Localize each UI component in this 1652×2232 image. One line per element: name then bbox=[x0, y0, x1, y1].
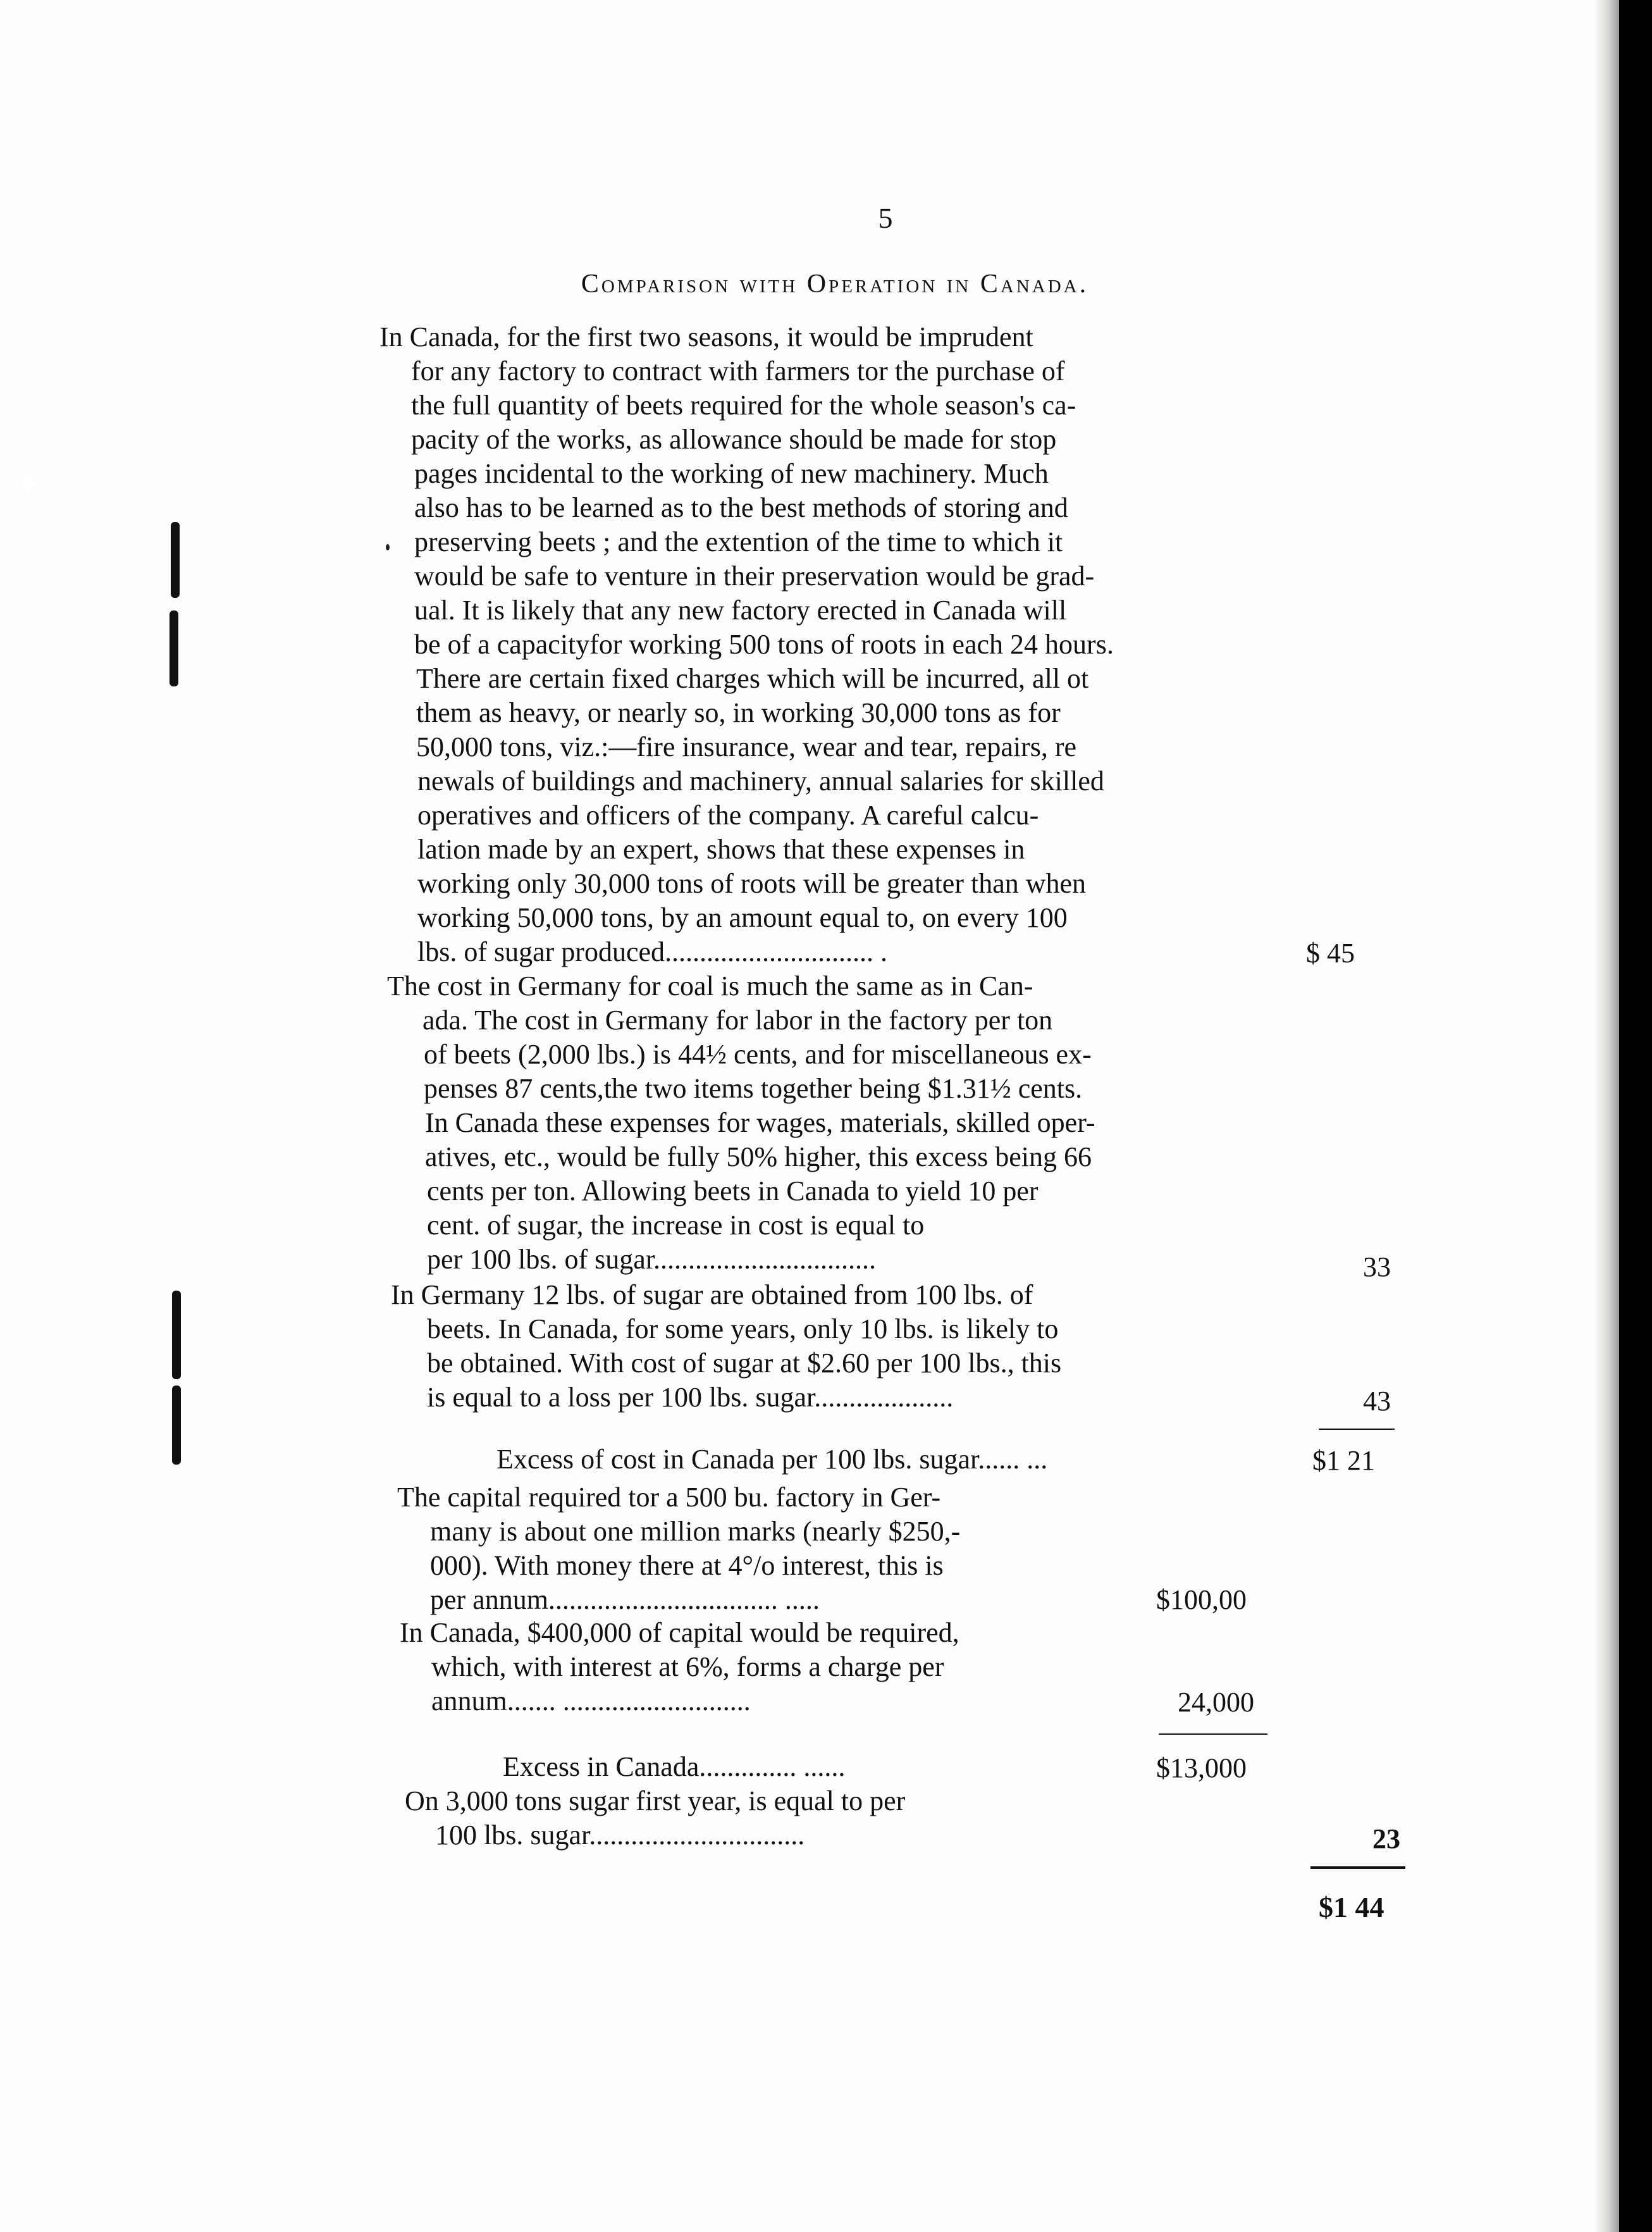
text-line: There are certain fixed charges which will be incurred, all ot bbox=[416, 663, 1089, 694]
text-line: preserving beets ; and the extention of the time to which it bbox=[414, 526, 1063, 557]
amount-value: 43 bbox=[1363, 1386, 1391, 1417]
text-line: which, with interest at 6%, forms a charge per bbox=[431, 1651, 944, 1682]
text-line: cents per ton. Allowing beets in Canada to yield 10 per bbox=[427, 1175, 1039, 1206]
text-line: be obtained. With cost of sugar at $2.60 per 100 lbs., this bbox=[427, 1348, 1062, 1379]
total-rule bbox=[1310, 1866, 1405, 1869]
binding-mark bbox=[172, 1291, 181, 1379]
text-line: The capital required tor a 500 bu. factory in Ger- bbox=[397, 1482, 941, 1513]
text-line: working only 30,000 tons of roots will be greater than when bbox=[417, 868, 1087, 899]
text-line: the full quantity of beets required for the whole season's ca- bbox=[411, 390, 1076, 421]
section-heading: Comparison with Operation in Canada. bbox=[581, 270, 1089, 299]
text-line: pacity of the works, as allowance should be made for stop bbox=[411, 424, 1057, 455]
sum-rule bbox=[1159, 1733, 1267, 1735]
first-year-amount: 23 bbox=[1372, 1823, 1400, 1854]
amount-value: $ 45 bbox=[1306, 938, 1355, 969]
excess-canada-amount: $13,000 bbox=[1156, 1752, 1247, 1783]
text-line: of beets (2,000 lbs.) is 44½ cents, and for miscellaneous ex- bbox=[424, 1039, 1092, 1070]
text-line: ual. It is likely that any new factory erected in Canada will bbox=[414, 595, 1067, 626]
binding-mark bbox=[170, 611, 178, 686]
sum-rule bbox=[1319, 1429, 1395, 1430]
text-line: pages incidental to the working of new machinery. Much bbox=[414, 458, 1049, 489]
text-line: 50,000 tons, viz.:—fire insurance, wear and tear, repairs, re bbox=[416, 731, 1077, 762]
text-line: be of a capacityfor working 500 tons of roots in each 24 hours. bbox=[414, 629, 1114, 660]
text-line: lbs. of sugar produced.............................. . bbox=[417, 936, 888, 967]
text-line: working 50,000 tons, by an amount equal to, on every 100 bbox=[417, 902, 1068, 933]
text-line: The cost in Germany for coal is much the same as in Can- bbox=[387, 970, 1033, 1001]
text-line: per 100 lbs. of sugar................................ bbox=[427, 1244, 877, 1275]
amount-value: 33 bbox=[1363, 1251, 1391, 1282]
text-line: lation made by an expert, shows that these expenses in bbox=[417, 834, 1025, 865]
excess-cost-amount: $1 21 bbox=[1312, 1445, 1375, 1476]
text-line: many is about one million marks (nearly $250,- bbox=[430, 1516, 961, 1547]
text-line: annum....... ........................... bbox=[431, 1685, 751, 1716]
scan-speck bbox=[24, 474, 35, 491]
text-line: beets. In Canada, for some years, only 10 lbs. is likely to bbox=[427, 1313, 1059, 1344]
text-line: atives, etc., would be fully 50% higher, this excess being 66 bbox=[425, 1141, 1092, 1172]
text-line: In Canada, for the first two seasons, it would be imprudent bbox=[379, 321, 1033, 352]
text-line: 100 lbs. sugar............................... bbox=[435, 1820, 805, 1851]
text-line: cent. of sugar, the increase in cost is equal to bbox=[427, 1210, 925, 1241]
excess-canada-line: Excess in Canada.............. ...... bbox=[503, 1751, 846, 1782]
total-amount: $1 44 bbox=[1319, 1891, 1384, 1923]
binding-mark bbox=[172, 1386, 181, 1465]
text-line: operatives and officers of the company. A careful calcu- bbox=[417, 800, 1039, 831]
text-line: would be safe to venture in their preservation would be grad- bbox=[414, 561, 1095, 592]
text-line: penses 87 cents,the two items together being $1.31½ cents. bbox=[424, 1073, 1083, 1104]
text-line: 000). With money there at 4°/o interest, this is bbox=[430, 1550, 944, 1581]
scan-speck bbox=[386, 544, 390, 550]
text-line: is equal to a loss per 100 lbs. sugar.................... bbox=[427, 1382, 954, 1413]
text-line: In Canada these expenses for wages, materials, skilled oper- bbox=[425, 1107, 1095, 1138]
excess-cost-line: Excess of cost in Canada per 100 lbs. sugar...... ... bbox=[496, 1444, 1048, 1475]
capital-germany-amount: $100,00 bbox=[1156, 1584, 1247, 1615]
text-line: In Canada, $400,000 of capital would be required, bbox=[400, 1617, 959, 1648]
text-line: also has to be learned as to the best methods of storing and bbox=[414, 492, 1068, 523]
page-edge-shadow bbox=[1594, 0, 1619, 2232]
text-line: them as heavy, or nearly so, in working 30,000 tons as for bbox=[416, 697, 1061, 728]
text-line: newals of buildings and machinery, annual salaries for skilled bbox=[417, 766, 1104, 797]
text-line: per annum................................. ..... bbox=[430, 1584, 820, 1615]
text-line: On 3,000 tons sugar first year, is equal to per bbox=[405, 1785, 906, 1816]
text-line: for any factory to contract with farmers tor the purchase of bbox=[411, 356, 1065, 387]
text-line: ada. The cost in Germany for labor in the factory per ton bbox=[422, 1005, 1053, 1036]
page-number: 5 bbox=[878, 202, 893, 234]
capital-canada-amount: 24,000 bbox=[1178, 1687, 1254, 1718]
binding-mark bbox=[171, 522, 180, 598]
text-line: In Germany 12 lbs. of sugar are obtained from 100 lbs. of bbox=[391, 1279, 1033, 1310]
